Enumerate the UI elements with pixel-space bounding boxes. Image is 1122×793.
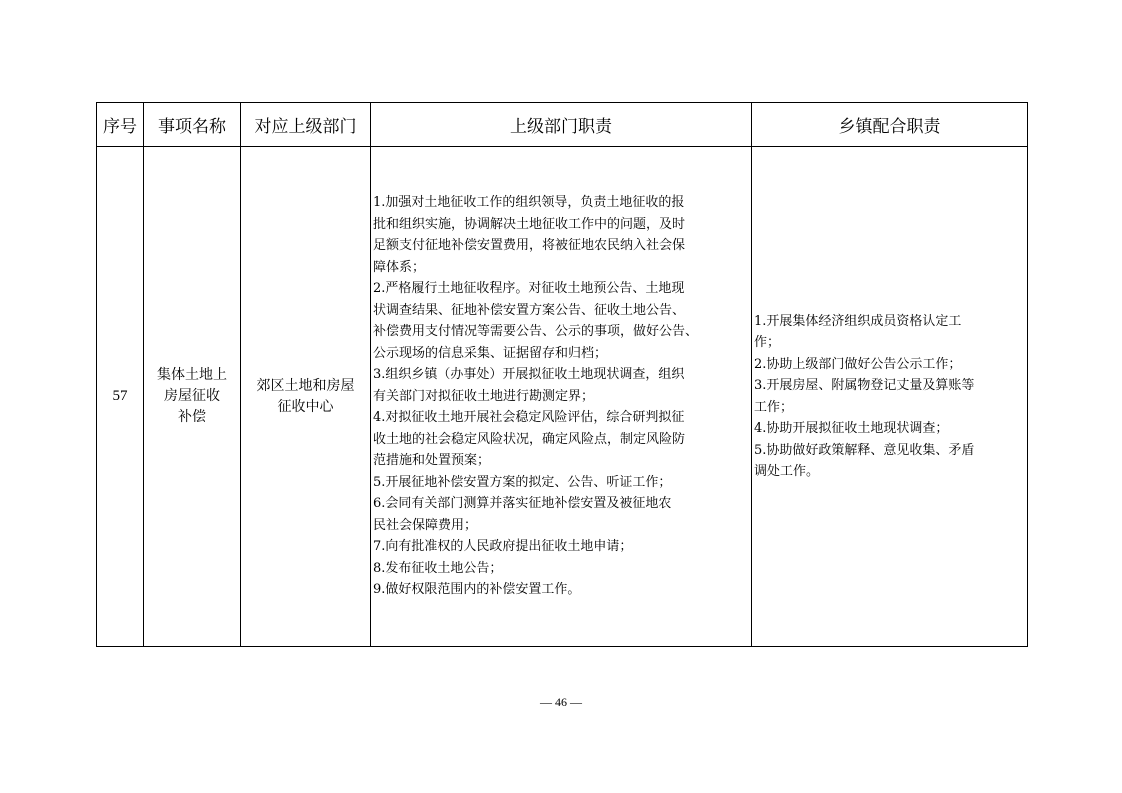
header-superior-dept: 对应上级部门 [241,103,371,147]
item-name-line: 集体土地上 [157,367,227,383]
table-row [97,147,1028,647]
header-seq: 序号 [97,103,144,147]
duty-line: 1.加强对土地征收工作的组织领导，负责土地征收的报 [373,195,685,211]
cell-seq: 57 [97,147,144,647]
duty-line: 7.向有批准权的人民政府提出征收土地申请； [373,539,633,555]
duty-line: 范措施和处置预案； [373,453,491,469]
duty-line: 8.发布征收土地公告； [373,560,503,576]
duty-line: 足额支付征地补偿安置费用，将被征地农民纳入社会保 [373,238,686,254]
duty-line: 收土地的社会稳定风险状况，确定风险点，制定风险防 [373,431,686,447]
town-duty-line: 调处工作。 [754,464,820,479]
duty-line: 补偿费用支付情况等需要公告、公示的事项，做好公告、 [373,324,699,340]
dept-line: 郊区土地和房屋 [256,377,355,394]
item-name-line: 补偿 [178,409,206,425]
town-duty-line: 2.协助上级部门做好公告公示工作； [754,356,962,372]
duty-line: 2.严格履行土地征收程序。对征收土地预公告、土地现 [373,281,685,297]
town-duty-line: 4.协助开展拟征收土地现状调查； [754,421,949,436]
duty-line: 状调查结果、征地补偿安置方案公告、征收土地公告、 [373,302,686,318]
cell-town-duty [752,147,1028,647]
page-number: — 46 — [540,695,582,709]
duty-line: 民社会保障费用； [373,517,478,533]
town-duty-line: 3.开展房屋、附属物登记丈量及算账等 [754,378,975,393]
duty-table [96,102,1028,647]
duty-line: 公示现场的信息采集、证据留存和归档； [373,345,608,361]
town-duty-line: 1.开展集体经济组织成员资格认定工 [754,313,962,329]
item-name-line: 房屋征收 [164,388,220,404]
header-superior-duty: 上级部门职责 [371,103,752,147]
duty-line: 有关部门对拟征收土地进行勘测定界； [373,388,595,404]
header-item-name: 事项名称 [144,103,241,147]
duty-line: 5.开展征地补偿安置方案的拟定、公告、听证工作； [373,474,672,490]
dept-line: 征收中心 [277,398,334,415]
cell-item-name [144,147,241,647]
table-header-row [97,103,1028,147]
duty-line: 批和组织实施，协调解决土地征收工作中的问题，及时 [373,216,686,232]
duty-line: 3.组织乡镇（办事处）开展拟征收土地现状调查，组织 [373,367,685,383]
town-duty-line: 作； [754,335,781,350]
duty-line: 6.会同有关部门测算并落实征地补偿安置及被征地农 [373,496,672,512]
cell-superior-dept [241,147,371,647]
cell-superior-duty [371,147,752,647]
duty-line: 障体系； [373,259,426,275]
header-town-duty: 乡镇配合职责 [752,103,1028,147]
town-duty-line: 工作； [754,399,794,415]
duty-line: 9.做好权限范围内的补偿安置工作。 [373,582,581,598]
town-duty-line: 5.协助做好政策解释、意见收集、矛盾 [754,442,975,458]
duty-line: 4.对拟征收土地开展社会稳定风险评估，综合研判拟征 [373,410,685,426]
